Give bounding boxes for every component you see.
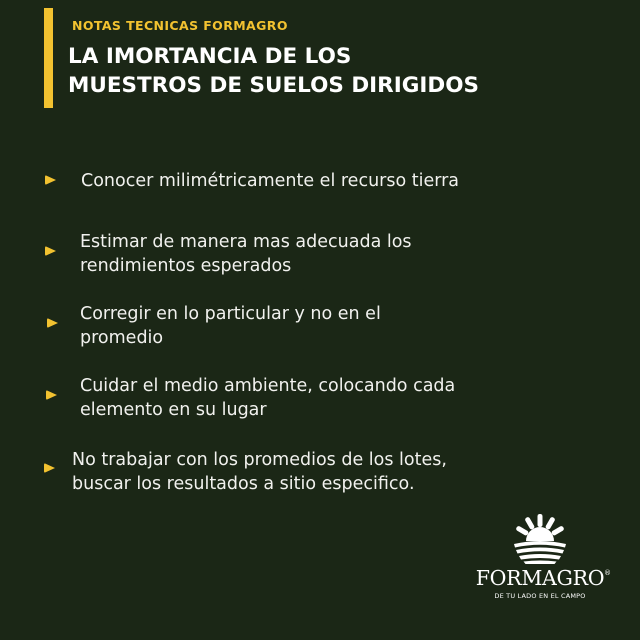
triangle-marker-icon: [45, 246, 56, 256]
page-title: [68, 42, 479, 100]
bullet-text-line: Corregir en lo particular y no en el: [80, 304, 381, 324]
bullet-text: [81, 169, 459, 193]
bullet-text-line: Estimar de manera mas adecuada los: [80, 232, 412, 252]
sun-over-field-icon: [509, 514, 571, 564]
bullet-text-line: Conocer milimétricamente el recurso tierra: [81, 171, 460, 191]
registered-mark: ®: [604, 569, 611, 577]
bullet-text-line: Cuidar el medio ambiente, colocando cada: [80, 376, 456, 396]
triangle-marker-icon: [46, 390, 57, 400]
bullet-text-line: elemento en su lugar: [80, 400, 267, 420]
triangle-marker-icon: [47, 318, 58, 328]
bullet-text-line: rendimientos esperados: [80, 256, 292, 276]
page-title-line-2: MUESTROS DE SUELOS DIRIGIDOS: [68, 73, 479, 98]
bullet-text: [72, 448, 447, 496]
bullet-text-line: No trabajar con los promedios de los lotes,: [72, 450, 447, 470]
bullet-text-line: buscar los resultados a sitio especifico.: [72, 474, 415, 494]
bullet-text: [80, 302, 381, 350]
logo-brand-name: FORMAGRO: [475, 566, 605, 590]
accent-bar: [44, 8, 53, 108]
bullet-text: [80, 230, 412, 278]
triangle-marker-icon: [44, 463, 55, 473]
bullet-text-line: promedio: [80, 328, 164, 348]
section-kicker: NOTAS TECNICAS FORMAGRO: [72, 18, 288, 33]
page-title-line-1: LA IMORTANCIA DE LOS: [68, 44, 352, 69]
logo-tagline: DE TU LADO EN EL CAMPO: [494, 592, 586, 600]
formagro-logo: [464, 514, 616, 610]
bullet-text: [80, 374, 455, 422]
triangle-marker-icon: [45, 175, 56, 185]
